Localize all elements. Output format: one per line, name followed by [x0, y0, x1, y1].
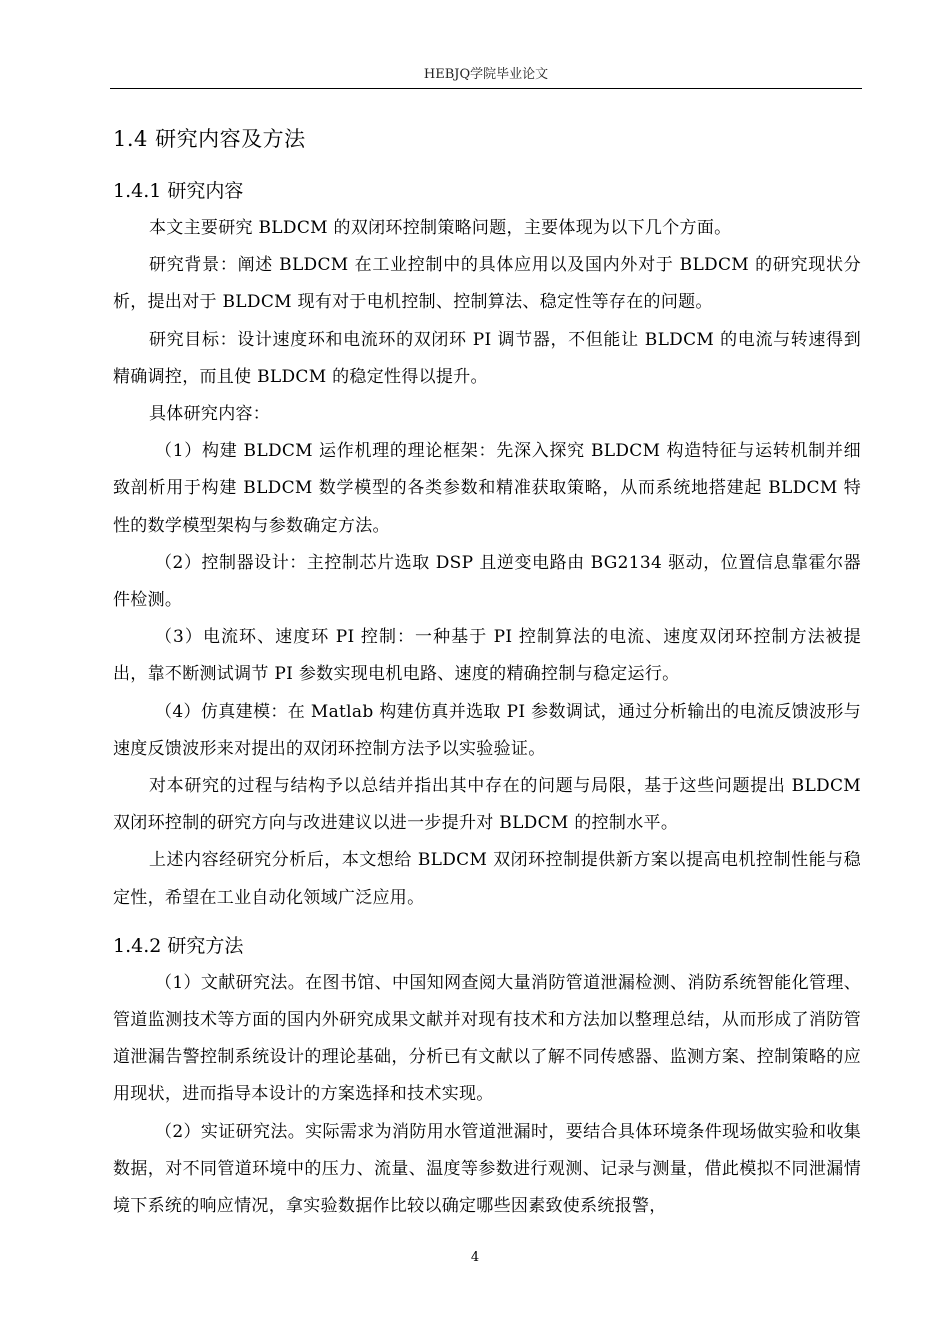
subsection-heading-research-content: 1.4.1 研究内容	[113, 180, 244, 202]
paragraph-background: 研究背景：阐述 BLDCM 在工业控制中的具体应用以及国内外对于 BLDCM 的研究现状分析，提出对于 BLDCM 现有对于电机控制、控制算法、稳定性等存在的问题。	[113, 255, 861, 313]
paragraph-method-1: （1）文献研究法。在图书馆、中国知网查阅大量消防管道泄漏检测、消防系统智能化管理、管道监测技术等方面的国内外研究成果文献并对现有技术和方法加以整理总结，从而形成了消防管道泄漏告警控制系统设计的理论基础，分析已有文献以了解不同传感器、监测方案、控制策略的应用现状，进而指导本设计的方案选择和技术实现。	[113, 972, 861, 1105]
page-body	[113, 118, 861, 1225]
paragraph-method-2: （2）实证研究法。实际需求为消防用水管道泄漏时，要结合具体环境条件现场做实验和收集数据，对不同管道环境中的压力、流量、温度等参数进行观测、记录与测量，借此模拟不同泄漏情境下系统的响应情况，拿实验数据作比较以确定哪些因素致使系统报警，	[113, 1121, 861, 1217]
paragraph-goal: 研究目标：设计速度环和电流环的双闭环 PI 调节器，不但能让 BLDCM 的电流与转速得到精确调控，而且使 BLDCM 的稳定性得以提升。	[113, 329, 861, 387]
paragraph-item-1: （1）构建 BLDCM 运作机理的理论框架：先深入探究 BLDCM 构造特征与运转机制并细致剖析用于构建 BLDCM 数学模型的各类参数和精准获取策略，从而系统地搭建起 BLDCM 特性的数学模型架构与参数确定方法。	[113, 441, 861, 536]
section-heading: 1.4 研究内容及方法	[113, 127, 306, 151]
paragraph-conclusion: 上述内容经研究分析后，本文想给 BLDCM 双闭环控制提供新方案以提高电机控制性能与稳定性，希望在工业自动化领域广泛应用。	[113, 850, 861, 908]
paragraph-item-2: （2）控制器设计：主控制芯片选取 DSP 且逆变电路由 BG2134 驱动，位置信息靠霍尔器件检测。	[113, 552, 861, 611]
page-number: 4	[470, 1250, 480, 1265]
paragraph-item-3: （3）电流环、速度环 PI 控制：一种基于 PI 控制算法的电流、速度双闭环控制方法被提出，靠不断测试调节 PI 参数实现电机电路、速度的精确控制与稳定运行。	[113, 627, 861, 685]
paragraph-intro: 本文主要研究 BLDCM 的双闭环控制策略问题，主要体现为以下几个方面。	[149, 218, 732, 238]
header-rule	[110, 88, 862, 89]
subsection-heading-research-method: 1.4.2 研究方法	[113, 934, 244, 957]
paragraph-summary: 对本研究的过程与结构予以总结并指出其中存在的问题与局限，基于这些问题提出 BLDCM 双闭环控制的研究方向与改进建议以进一步提升对 BLDCM 的控制水平。	[113, 776, 861, 834]
paragraph-content-label: 具体研究内容：	[149, 404, 271, 425]
running-header: HEBJQ学院毕业论文	[423, 67, 549, 82]
paragraph-item-4: （4）仿真建模：在 Matlab 构建仿真并选取 PI 参数调试，通过分析输出的电流反馈波形与速度反馈波形来对提出的双闭环控制方法予以实验验证。	[113, 701, 861, 759]
